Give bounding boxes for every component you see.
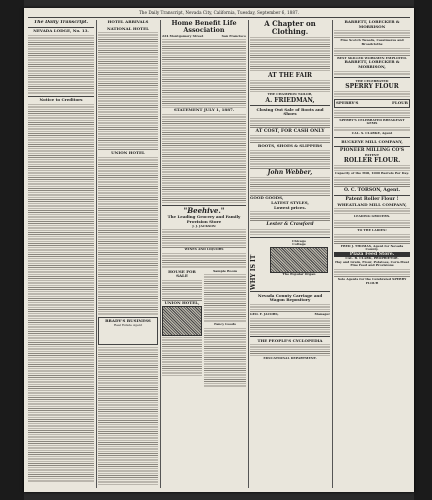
- beehive-title: "Beehive.": [183, 206, 225, 216]
- beehive-note: WINES AND LIQUORS: [184, 247, 224, 252]
- good-goods: GOOD GOODS,: [250, 195, 284, 201]
- sperry-flour: SPERRY FLOUR: [345, 83, 399, 91]
- friedman-name: A. FRIEDMAN,: [265, 96, 315, 104]
- house-for-sale-text: [162, 279, 202, 301]
- buckeye-mill: BUCKEYE MILL COMPANY,: [341, 138, 403, 144]
- lester-crawford: Lester & Crawford: [266, 222, 314, 228]
- educational-dept: EDUCATIONAL DEPARTMENT.: [263, 356, 317, 361]
- sample-room-text: [204, 273, 246, 323]
- celebrated: THE CELEBRATED: [355, 78, 389, 83]
- clarke-agent: CAL. S. CLARKE, Agent: [351, 131, 393, 136]
- brady-ad-title: BRADY'S BUSINESS: [105, 318, 151, 324]
- boots-shoes: BOOTS, SHOES & SLIPPERS: [257, 143, 323, 149]
- leading-grocers: LEADING GROCERS.: [353, 214, 391, 219]
- cyclopedia-text: [250, 343, 330, 357]
- fred-thomas: FRED J. THOMAS, Agent for Nevada County.: [340, 243, 404, 252]
- national-hotel-heading: NATIONAL HOTEL: [107, 25, 149, 31]
- prices-text: [250, 210, 330, 222]
- to-the-ladies: TO THE LADIES!: [357, 228, 387, 233]
- hotel-arrivals-heading: HOTEL ARRIVALS: [107, 20, 149, 24]
- right-binding-edge: [414, 0, 432, 500]
- column-rule: [96, 20, 97, 488]
- column-rule: [160, 20, 161, 488]
- newspaper-page: [24, 8, 414, 492]
- fine-feed: Fine Feed and Provisions: [350, 263, 394, 268]
- john-webber: John Webber,: [267, 169, 313, 177]
- barrett-brand: BARRETT, LOBECKER & MORRISON: [344, 20, 400, 29]
- fancy-goods: Fancy Goods: [214, 322, 236, 327]
- champion-tailor: THE CHAMPION TAILOR,: [267, 92, 313, 96]
- flour-text: [334, 90, 410, 98]
- column-4: [250, 20, 330, 488]
- barrett-brand-2: BARRETT, LOBECKER & MORRISON,: [344, 59, 400, 69]
- house-for-sale-heading: HOUSE FOR SALE: [168, 268, 196, 279]
- webber-text: [250, 176, 330, 196]
- jacobs-name: GEO. F. JACOBS,: [250, 312, 279, 317]
- ladies-text: [334, 233, 410, 245]
- hotel-text: [162, 336, 202, 376]
- beehive-text: [162, 228, 246, 248]
- fancy-goods-text: [204, 327, 246, 387]
- arrivals-list-2: [98, 156, 158, 316]
- best-workmen: BEST SKILLED WORKMEN EMPLOYED.: [337, 55, 407, 60]
- manager-label: Manager: [314, 312, 330, 317]
- column-rule: [332, 20, 333, 488]
- torson-agent: O. C. TORSON, Agent.: [343, 187, 401, 193]
- home-benefit-title: Home Benefit Life Association: [171, 20, 237, 35]
- wheatland-mill: WHEATLAND MILL COMPANY,: [337, 201, 407, 207]
- column-2: [98, 20, 158, 488]
- popular-organ: The Popular Organ: [282, 271, 316, 276]
- arrivals-list: [98, 31, 158, 151]
- brand-text-2: [334, 70, 410, 76]
- column-rule: [248, 20, 249, 488]
- nevada-county-repository: Nevada County Carriage and Wagon Repository: [257, 292, 323, 303]
- chicago-label: Chicago: [291, 238, 306, 243]
- cottage-label: Cottage: [292, 242, 306, 247]
- organ-engraving: [270, 247, 328, 273]
- column-5: [334, 20, 410, 488]
- hotel-engraving: [162, 306, 202, 336]
- why-is-it: WHY IS IT: [250, 254, 257, 290]
- sample-room: Sample Room: [213, 268, 237, 273]
- lodge-notice-text: [28, 34, 94, 94]
- union-hotel-heading: UNION HOTEL: [111, 150, 145, 156]
- creditors-heading: Notice to Creditors: [39, 97, 83, 103]
- at-cost-cash: AT COST, FOR CASH ONLY: [255, 129, 325, 134]
- left-binding-edge: [0, 0, 24, 500]
- jacobs-text: [250, 317, 330, 335]
- legal-notices-text: [28, 103, 94, 483]
- peoples-cyclopedia: THE PEOPLE'S CYCLOPEDIA: [257, 337, 323, 343]
- column-3: [162, 20, 246, 488]
- plaza-proprietor: CAL. B. CLARK, PROPRIETOR.: [345, 256, 399, 261]
- sole-agents: Sole Agents for the Celebrated SPERRY FLOUR: [337, 277, 407, 285]
- breakfast-gems: SPERRY'S CELEBRATED BREAKFAST GEMS: [339, 117, 405, 126]
- page-masthead: The Daily Transcript, Nevada City, California, Tuesday, September 6, 1887.: [28, 10, 410, 18]
- sperry-banner: [334, 99, 410, 108]
- crawford-text: [250, 228, 330, 236]
- at-the-fair: AT THE FAIR: [267, 72, 313, 79]
- pioneer-milling: PIONEER MILLING CO'S: [339, 148, 405, 154]
- address-right: San Francisco: [221, 33, 246, 38]
- boots-text: [250, 149, 330, 169]
- fair-text: [250, 79, 330, 93]
- brady-ad: [98, 317, 158, 345]
- roller-flour: ROLLER FLOUR.: [343, 157, 401, 165]
- beehive-owner: J. J. JACKSON: [192, 223, 216, 228]
- brady-ad-line: Real Estate Agent: [113, 322, 143, 327]
- patent-label: PATENT: [364, 152, 380, 157]
- lowest-prices: Lowest prices.: [273, 204, 306, 210]
- statement-text: [162, 113, 246, 203]
- clothing-text: [250, 36, 330, 72]
- association-text: [162, 38, 246, 108]
- latest-styles: LATEST STYLES,: [271, 199, 309, 205]
- sperry-banner-left: SPERRY'S: [336, 100, 359, 106]
- scotch-tweeds: Fine Scotch Tweeds, Cassimeres and Broadcloths: [340, 38, 404, 46]
- beehive-text-2: [162, 252, 246, 268]
- address-left: 224 Montgomery Street: [162, 33, 204, 38]
- mill-capacity: Capacity of the Mill, 1000 Barrels Per Day.: [335, 171, 409, 176]
- misc-items: [98, 346, 158, 486]
- sperry-banner-right: FLOUR: [392, 100, 408, 106]
- nameplate: The Daily Transcript.: [33, 20, 89, 25]
- union-hotel-ad: UNION HOTEL,: [164, 300, 200, 306]
- hay-grain: Hay and Grain, Flour, Potatoes, Corn-Meal: [335, 259, 409, 264]
- closing-out-sale: Closing Out Sale of Boots and Shoes: [256, 106, 324, 117]
- beehive-subtitle: The Leading Grocery and Family Provision Store: [167, 214, 241, 224]
- plaza-feed-store: Plaza Feed Store.: [334, 252, 410, 257]
- capacity-text: [334, 176, 410, 188]
- lodge-notice-title: NEVADA LODGE, No. 13.: [33, 28, 89, 34]
- clothing-chapter-title: A Chapter on Clothing.: [264, 20, 316, 36]
- column-1: [28, 20, 94, 488]
- sale-text: [250, 117, 330, 129]
- patent-roller-flour: Patent Roller Flour !: [345, 197, 399, 203]
- statement-heading: STATEMENT JULY 1, 1887.: [173, 107, 235, 113]
